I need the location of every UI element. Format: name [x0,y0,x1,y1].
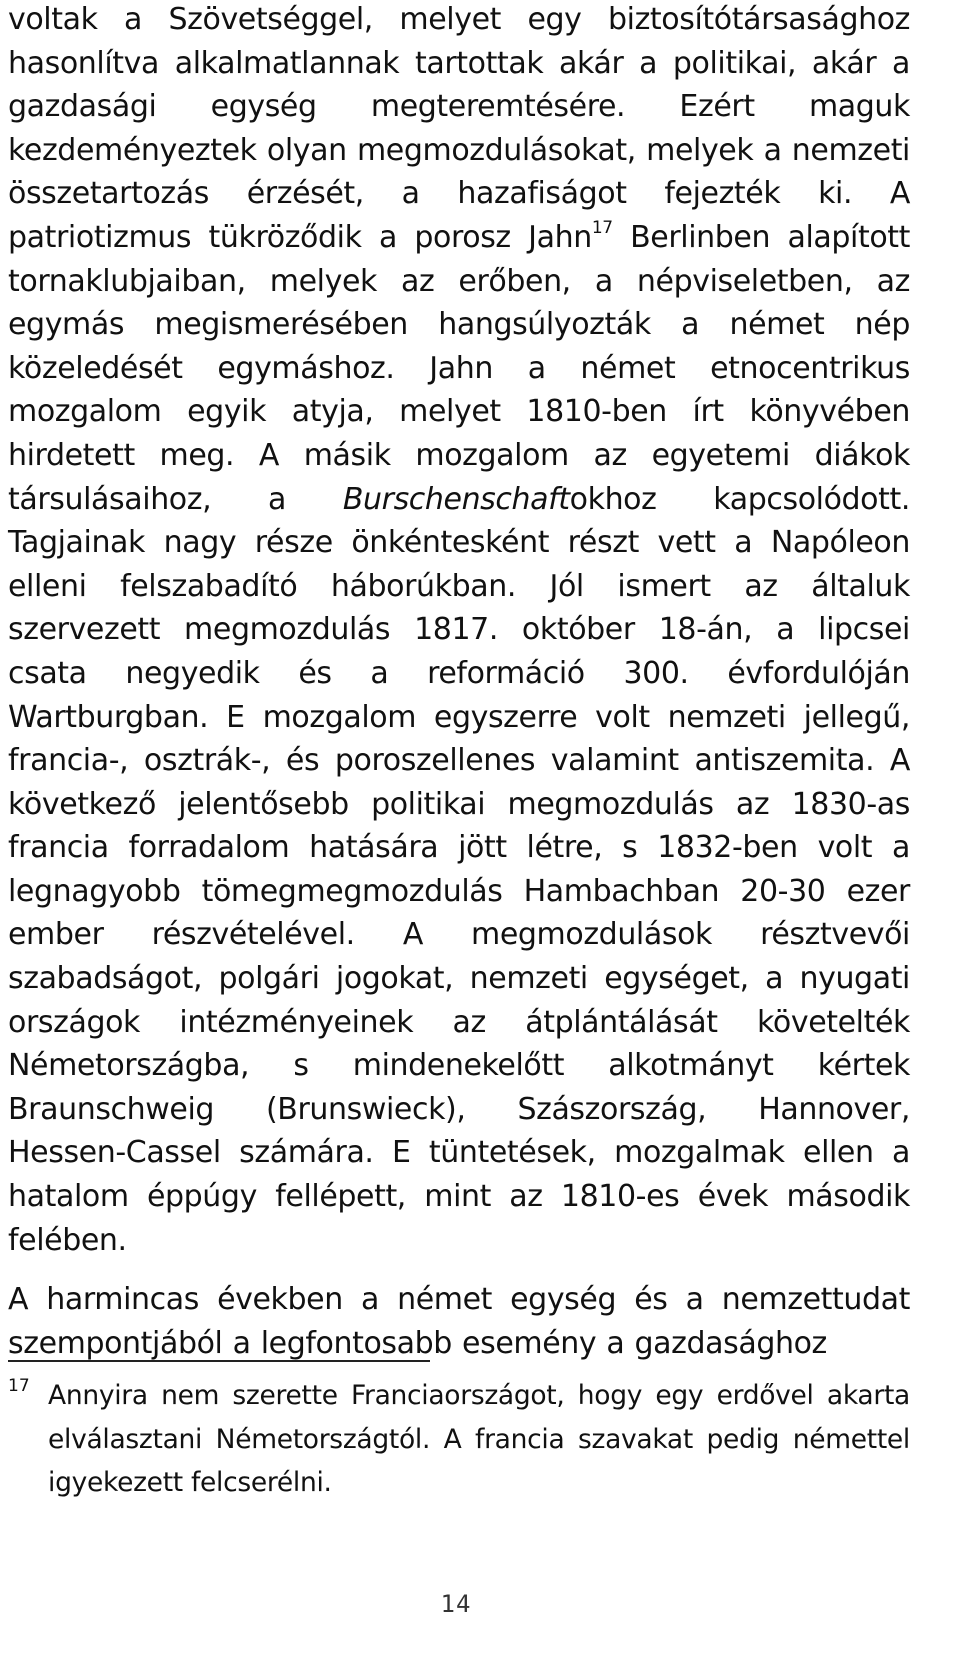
footnote-separator [8,1360,430,1362]
page-body [8,0,910,1365]
page-number: 14 [440,1590,472,1618]
italic-term: Burschenschaft [342,481,570,517]
paragraph-text: Berlinben alapított tornaklubjaiban, melyek az erőben, a népviseletben, az egymás megismerésében hangsúlyozták a német nép közeledését egymáshoz. Jahn a német etnocentrikus mozgalom egyik atyja, melyet 1810-ben írt könyvében hirdetett meg. A másik mozgalom az egyetemi diákok társulásaihoz, a [8,219,910,517]
paragraph-text: voltak a Szövetséggel, melyet egy biztosítótársasághoz hasonlítva alkalmatlannak tartottak akár a politikai, akár a gazdasági egység megteremtésére. Ezért maguk kezdeményeztek olyan megmozdulásokat, melyek a nemzeti összetartozás érzését, a hazafiságot fejezték ki. A patriotizmus tükröződik a porosz Jahn [8,2,910,255]
paragraph-text: okhoz kapcsolódott. Tagjainak nagy része önkéntesként részt vett a Napóleon elleni felszabadító háborúkban. Jól ismert az általuk szervezett megmozdulás 1817. október 18-án, a lipcsei csata negyedik és a reformáció 300. évfordulóján Wartburgban. E mozgalom egyszerre volt nemzeti jellegű, francia-, osztrák-, és poroszellenes valamint antiszemita. A következő jelentősebb politikai megmozdulás az 1830-as francia forradalom hatására jött létre, s 1832-ben volt a legnagyobb tömegmegmozdulás Hambachban 20-30 ezer ember részvételével. A megmozdulások résztvevői szabadságot, polgári jogokat, nemzeti egységet, a nyugati országok intézményeinek az átplántálását követelték Németországba, s mindenekelőtt alkotmányt kértek Braunschweig (Brunswieck), Szászország, Hannover, Hessen-Cassel számára. E tüntetések, mozgalmak ellen a hatalom éppúgy fellépett, mint az 1810-es évek második felében. [8,481,910,1258]
footnote [8,1374,910,1505]
footnote-reference: 17 [591,217,613,238]
body-paragraph [8,0,910,1262]
body-paragraph: A harmincas években a német egység és a nemzettudat szempontjából a legfontosabb esemény a gazdasághoz [8,1282,910,1361]
footnote-text: Annyira nem szerette Franciaországot, hogy egy erdővel akarta elválasztani Németországtól. A francia szavakat pedig némettel igyekezett felcserélni. [48,1380,910,1498]
footnote-number: 17 [8,1376,30,1396]
